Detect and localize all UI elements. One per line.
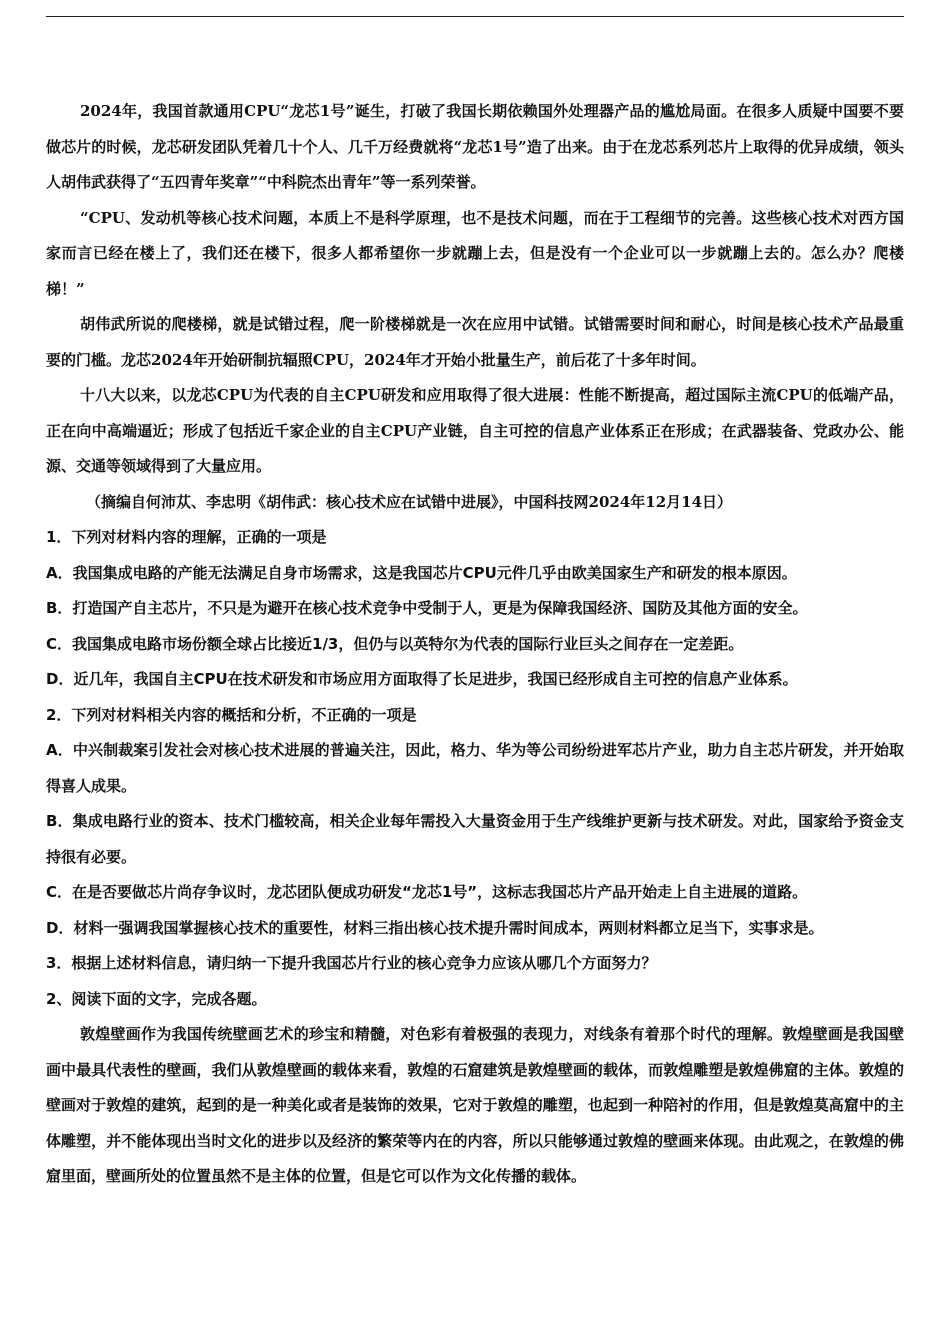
question-1-option-a: A．我国集成电路的产能无法满足自身市场需求，这是我国芯片CPU元件几乎由欧美国家生产和研发的根本原因。 bbox=[46, 563, 797, 582]
question-3-stem: 3．根据上述材料信息，请归纳一下提升我国芯片行业的核心竞争力应该从哪几个方面努力？ bbox=[46, 954, 657, 972]
document-body bbox=[46, 94, 904, 1195]
question-2-option-a: A．中兴制裁案引发社会对核心技术进展的普遍关注，因此，格力、华为等公司纷纷进军芯片产业，助力自主芯片研发，并开始取得喜人成果。 bbox=[46, 741, 904, 795]
question-2-option-b: B．集成电路行业的资本、技术门槛较高，相关企业每年需投入大量资金用于生产线维护更新与技术研发。对此，国家给予资金支持很有必要。 bbox=[46, 812, 904, 866]
passage1-paragraph-2: “CPU、发动机等核心技术问题，本质上不是科学原理，也不是技术问题，而在于工程细节的完善。这些核心技术对西方国家而言已经在楼上了，我们还在楼下，很多人都希望你一步就蹦上去，但是没有一个企业可以一步就蹦上去的。怎么办？爬楼梯！” bbox=[46, 208, 904, 298]
question-1-option-b: B．打造国产自主芯片，不只是为避开在核心技术竞争中受制于人，更是为保障我国经济、国防及其他方面的安全。 bbox=[46, 599, 808, 617]
passage1-source: （摘编自何沛苁、李忠明《胡伟武：核心技术应在试错中进展》，中国科技网2024年12月14日） bbox=[86, 492, 733, 511]
question-1-option-d: D．近几年，我国自主CPU在技术研发和市场应用方面取得了长足进步，我国已经形成自主可控的信息产业体系。 bbox=[46, 670, 798, 688]
question-1-option-c: C．我国集成电路市场份额全球占比接近1/3，但仍与以英特尔为代表的国际行业巨头之间存在一定差距。 bbox=[46, 634, 744, 653]
passage2-paragraph-1: 敦煌壁画作为我国传统壁画艺术的珍宝和精髓，对色彩有着极强的表现力，对线条有着那个时代的理解。敦煌壁画是我国壁画中最具代表性的壁画，我们从敦煌壁画的载体来看，敦煌的石窟建筑是敦煌壁画的载体，而敦煌雕塑是敦煌佛窟的主体。敦煌的壁画对于敦煌的建筑，起到的是一种美化或者是装饰的效果，它对于敦煌的雕塑，也起到一种陪衬的作用，但是敦煌莫高窟中的主体雕塑，并不能体现出当时文化的进步以及经济的繁荣等内在的内容，所以只能够通过敦煌的壁画来体现。由此观之，在敦煌的佛窟里面，壁画所处的位置虽然不是主体的位置，但是它可以作为文化传播的载体。 bbox=[46, 1025, 904, 1185]
header-rule bbox=[46, 16, 904, 17]
question-2-stem: 2．下列对材料相关内容的概括和分析，不正确的一项是 bbox=[46, 705, 417, 724]
passage1-paragraph-4: 十八大以来，以龙芯CPU为代表的自主CPU研发和应用取得了很大进展：性能不断提高，超过国际主流CPU的低端产品，正在向中高端逼近；形成了包括近千家企业的自主CPU产业链，自主可控的信息产业体系正在形成；在武器装备、党政办公、能源、交通等领域得到了大量应用。 bbox=[46, 386, 904, 475]
question-2-option-c: C．在是否要做芯片尚存争议时，龙芯团队便成功研发“龙芯1号”，这标志我国芯片产品开始走上自主进展的道路。 bbox=[46, 883, 808, 901]
section-2-heading: 2、阅读下面的文字，完成各题。 bbox=[46, 989, 267, 1008]
passage1-paragraph-1: 2024年，我国首款通用CPU“龙芯1号”诞生，打破了我国长期依赖国外处理器产品的尴尬局面。在很多人质疑中国要不要做芯片的时候，龙芯研发团队凭着几十个人、几千万经费就将“龙芯1号”造了出来。由于在龙芯系列芯片上取得的优异成绩，领头人胡伟武获得了“五四青年奖章”“中科院杰出青年”等一系列荣誉。 bbox=[46, 102, 904, 191]
passage1-paragraph-3: 胡伟武所说的爬楼梯，就是试错过程，爬一阶楼梯就是一次在应用中试错。试错需要时间和耐心，时间是核心技术产品最重要的门槛。龙芯2024年开始研制抗辐照CPU，2024年才开始小批量生产，前后花了十多年时间。 bbox=[46, 315, 904, 369]
question-1-stem: 1．下列对材料内容的理解，正确的一项是 bbox=[46, 528, 327, 546]
question-2-option-d: D．材料一强调我国掌握核心技术的重要性，材料三指出核心技术提升需时间成本，两则材料都立足当下，实事求是。 bbox=[46, 918, 824, 937]
